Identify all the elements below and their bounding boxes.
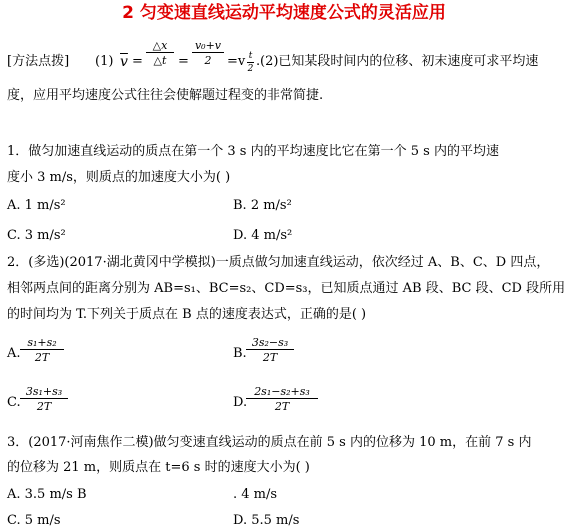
method-part2: (2)已知某段时间内的位移、初末速度可求平均速 xyxy=(260,54,539,69)
fraction-v0-plus-v xyxy=(192,40,224,66)
q3-option-a: A. 3.5 m/s B xyxy=(7,487,87,502)
q2-option-b-label: B. xyxy=(233,346,247,361)
average-velocity-symbol: $\overline{v}$ xyxy=(120,54,128,70)
q2-option-d-fraction xyxy=(246,386,318,412)
fraction-denominator: △t xyxy=(153,54,167,67)
q2-stem-line3: 的时间均为 T.下列关于质点在 B 点的速度表达式，正确的是( ) xyxy=(7,307,367,322)
fraction-numerator: t xyxy=(248,51,253,61)
fraction-numerator: 2s₁−s₂+s₃ xyxy=(246,386,318,399)
fraction-denominator: 2 xyxy=(247,64,254,74)
q1-option-c: C. 3 m/s² xyxy=(7,228,66,243)
page-title: 2 匀变速直线运动平均速度公式的灵活应用 xyxy=(122,3,446,23)
fraction-numerator: 3s₂−s₃ xyxy=(246,337,294,350)
fraction-numerator: v₀+v xyxy=(192,40,224,53)
method-line2: 度，应用平均速度公式往往会使解题过程变的非常简捷. xyxy=(7,88,324,103)
q1-stem-line1: 1．做匀加速直线运动的质点在第一个 3 s 内的平均速度比它在第一个 5 s 内的平均速 xyxy=(7,144,499,159)
q2-stem-line2: 相邻两点间的距离分别为 AB=s₁、BC=s₂、CD=s₃，已知质点通过 AB 段、BC 段、CD 段所用 xyxy=(7,281,566,296)
q2-option-a-label: A. xyxy=(7,346,21,361)
q1-option-d: D. 4 m/s² xyxy=(233,228,293,243)
fraction-denominator: 2T xyxy=(262,351,278,364)
fraction-denominator: 2 xyxy=(204,54,212,67)
q1-option-a: A. 1 m/s² xyxy=(7,198,66,213)
q3-option-d: D. 5.5 m/s xyxy=(233,513,300,528)
q3-option-c: C. 5 m/s xyxy=(7,513,61,528)
q2-option-c-fraction xyxy=(20,386,68,412)
fraction-numerator: s₁+s₂ xyxy=(20,337,64,350)
q1-stem-line2: 度小 3 m/s，则质点的加速度大小为( ) xyxy=(7,170,231,185)
fraction-denominator: 2T xyxy=(274,400,290,413)
method-part1-prefix: (1) xyxy=(95,54,114,69)
method-label: [方法点拨] xyxy=(7,54,70,69)
fraction-denominator: 2T xyxy=(36,400,52,413)
fraction-numerator: 3s₁+s₃ xyxy=(20,386,68,399)
q1-option-b: B. 2 m/s² xyxy=(233,198,292,213)
q3-stem-line1: 3．(2017·河南焦作二模)做匀变速直线运动的质点在前 5 s 内的位移为 10 m，在前 7 s 内 xyxy=(7,435,532,450)
q2-option-b-fraction xyxy=(246,337,294,363)
equals-v-half-t: =v xyxy=(227,54,246,69)
fraction-numerator: △x xyxy=(146,40,174,53)
method-part1-end: . xyxy=(256,54,261,69)
q2-option-d-label: D. xyxy=(233,395,248,410)
q2-option-c-label: C. xyxy=(7,395,21,410)
fraction-dx-dt xyxy=(146,40,174,66)
q2-option-a-fraction xyxy=(20,337,64,363)
equals-sign-1: = xyxy=(132,54,143,69)
q2-stem-line1: 2．(多选)(2017·湖北黄冈中学模拟)一质点做匀加速直线运动，依次经过 A、B、C、D 四点， xyxy=(7,255,550,270)
subscript-t-over-2 xyxy=(247,52,254,74)
q3-option-b: . 4 m/s xyxy=(233,487,278,502)
fraction-denominator: 2T xyxy=(34,351,50,364)
q3-stem-line2: 的位移为 21 m，则质点在 t=6 s 时的速度大小为( ) xyxy=(7,460,310,475)
equals-sign-2: = xyxy=(178,54,189,69)
